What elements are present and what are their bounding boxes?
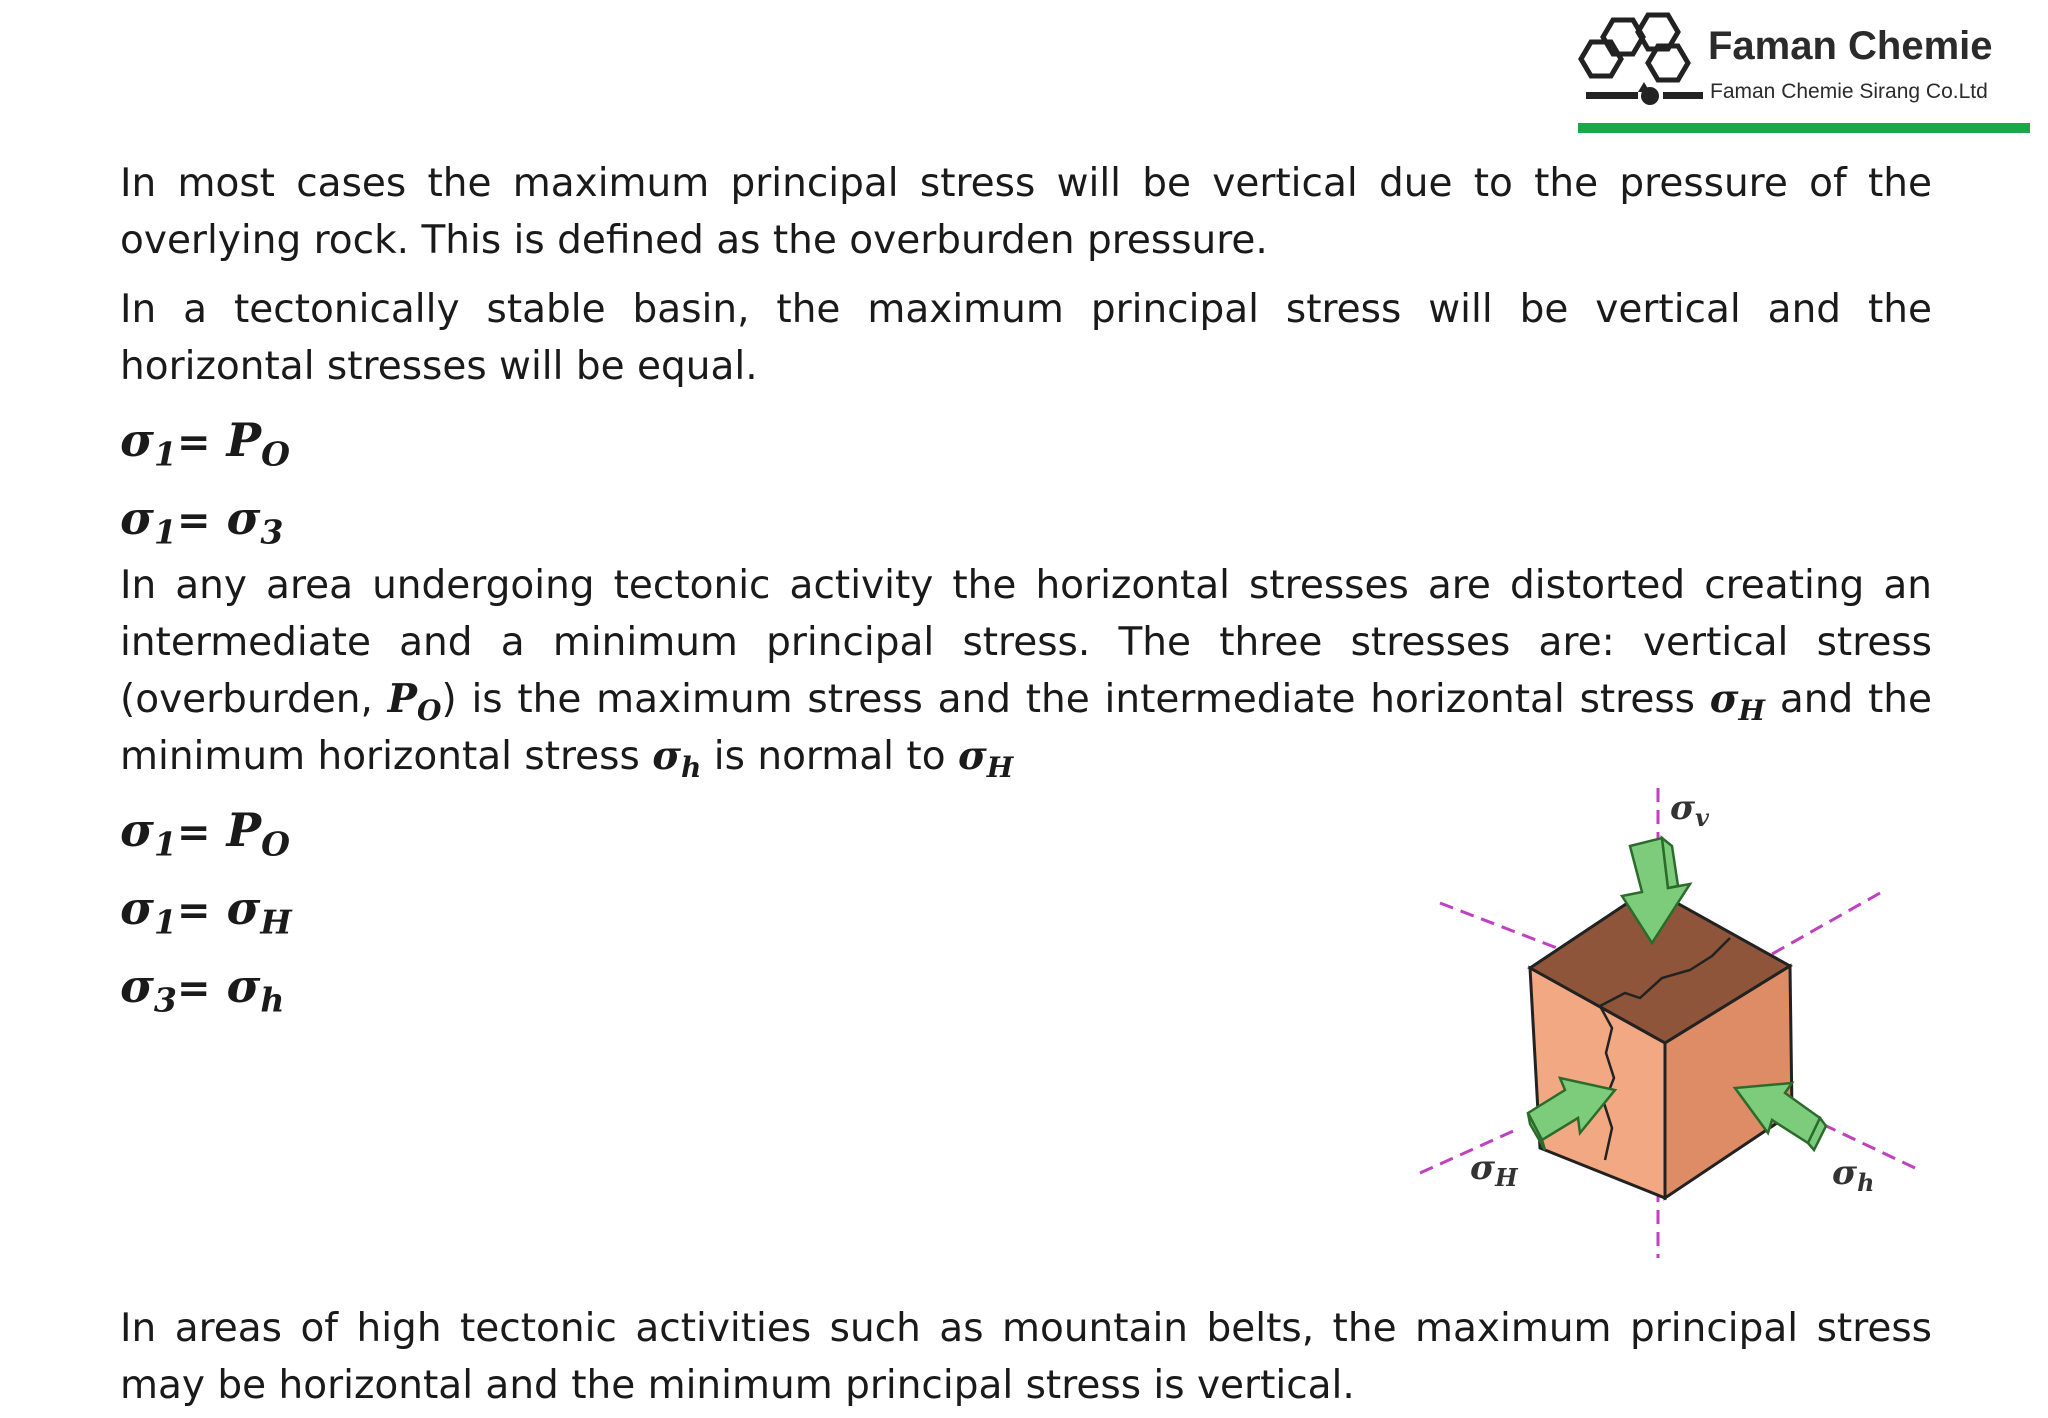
- equation-sigma1-sigmaH: $\sigma_1= \sigma_H$: [120, 881, 292, 942]
- paragraph-stable-basin: In a tectonically stable basin, the maximum principal stress will be vertical and the horizontal stresses will be equal.: [120, 287, 1932, 389]
- brand-accent-bar: [1578, 123, 2030, 133]
- paragraph-mountain-belts: In areas of high tectonic activities such as mountain belts, the maximum principal stress may be horizontal and the minimum principal stress is vertical.: [120, 1306, 1932, 1408]
- equation-sigma3-sigmah: $\sigma_3= \sigma_h$: [120, 959, 285, 1020]
- equation-sigma1-po-a: $\sigma_1= P_O$: [120, 413, 290, 474]
- label-sigma-h: $\sigma_h$: [1832, 1153, 1875, 1198]
- honeycomb-logo-icon: [1578, 10, 1708, 120]
- paragraph-tectonic-activity: In any area undergoing tectonic activity the horizontal stresses are distorted creating an intermediate and a minimum principal stress. The three stresses are: vertical stress (overburden, $P_O$) is the maximum stress and the intermediate horizontal stress $\sigma_H$ and the minimum horizontal stress $\sigma_h$ is normal to $\sigma_H$: [120, 563, 1932, 784]
- paragraph-overburden: In most cases the maximum principal stress will be vertical due to the pressure of the overlying rock. This is defined as the overburden pressure.: [120, 161, 1932, 263]
- brand-name: Faman Chemie: [1708, 24, 1993, 68]
- stress-cube-diagram: [1400, 788, 1920, 1268]
- label-sigma-H: $\sigma_H$: [1470, 1148, 1518, 1193]
- equation-sigma1-po-b: $\sigma_1= P_O$: [120, 803, 290, 864]
- equation-sigma1-sigma3: $\sigma_1= \sigma_3$: [120, 491, 284, 552]
- stress-cube-illustration: [1400, 788, 1920, 1268]
- company-logo: [1578, 10, 2038, 138]
- brand-subtitle: Faman Chemie Sirang Co.Ltd: [1710, 80, 1988, 103]
- label-sigma-v: $\sigma_v$: [1670, 788, 1709, 833]
